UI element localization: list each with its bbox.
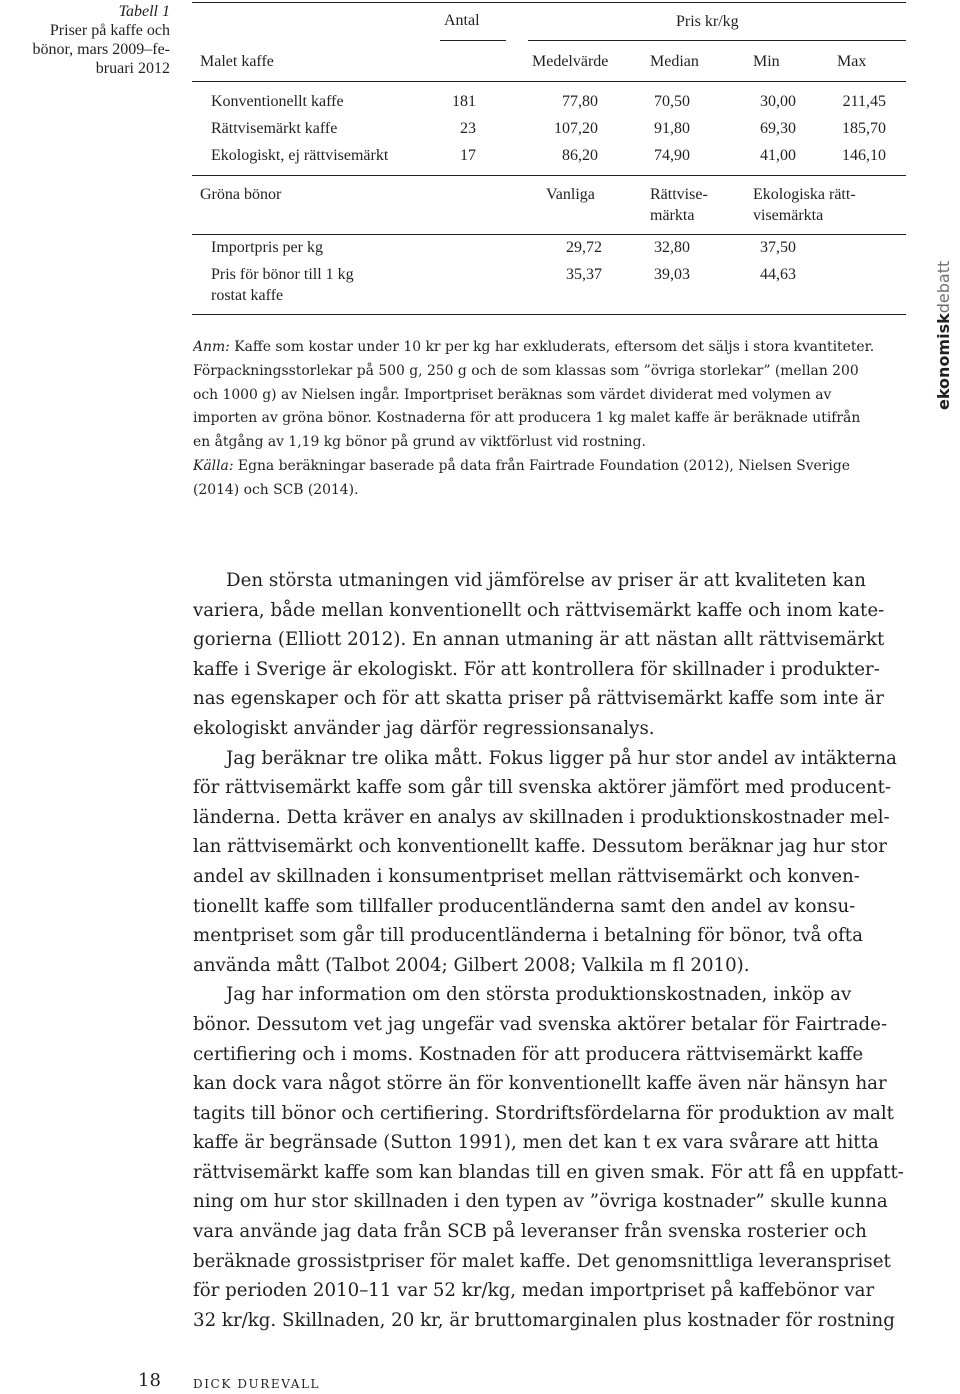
body-line: andel av skillnaden i konsumentpriset mellan rättvisemärkt och konven-	[193, 865, 860, 887]
table-caption-line: Priser på kaffe och	[49, 22, 170, 39]
cell-eko: 44,63	[760, 266, 796, 283]
table-number: Tabell 1	[118, 3, 170, 20]
note-line: Förpackningsstorlekar på 500 g, 250 g och de som klassas som ”övriga storlekar” (mellan 200	[193, 362, 859, 379]
cell-medel: 86,20	[562, 147, 598, 164]
row-label: Importpris per kg	[211, 239, 323, 256]
cell-median: 91,80	[654, 120, 690, 137]
source-line	[193, 455, 908, 479]
note-text: Kaffe som kostar under 10 kr per kg har exkluderats, eftersom det säljs i stora kvantiteter.	[229, 339, 875, 355]
col-header-median: Median	[650, 53, 699, 70]
header-pris: Pris kr/kg	[676, 13, 739, 30]
table-top-rule	[192, 2, 906, 3]
table-bottom-rule	[192, 314, 906, 315]
body-line: kaffe i Sverige är ekologiskt. För att kontrollera för skillnader i produkter-	[193, 658, 880, 680]
note-line: en åtgång av 1,19 kg bönor på grund av viktförlust vid rostning.	[193, 434, 646, 451]
row-header-grona-bonor: Gröna bönor	[200, 186, 282, 203]
body-text	[193, 566, 908, 1335]
col-header-min: Min	[753, 53, 780, 70]
running-footer-author: DICK DUREVALL	[193, 1377, 321, 1391]
body-line: länderna. Detta kräver en analys av skillnaden i produktionskostnader mel-	[193, 806, 890, 828]
row-header-malet-kaffe: Malet kaffe	[200, 53, 274, 70]
table-section-rule	[192, 175, 906, 176]
col-header-max: Max	[837, 53, 867, 70]
cell-max: 211,45	[842, 93, 886, 110]
cell-antal: 181	[452, 93, 476, 110]
body-line: ekologiskt använder jag därför regressionsanalys.	[193, 717, 655, 739]
note-line: och 1000 g) av Nielsen ingår. Importpriset beräknas som värdet dividerat med volymen av	[193, 386, 832, 403]
page-number: 18	[138, 1370, 161, 1391]
body-line: rättvisemärkt kaffe som kan blandas till en given smak. För att få en uppfatt-	[193, 1161, 904, 1183]
brand-part-debatt: debatt	[934, 260, 953, 314]
cell-max: 185,70	[842, 120, 886, 137]
body-line: variera, både mellan konventionellt och rättvisemärkt kaffe och inom kate-	[193, 599, 885, 621]
body-line: kan dock vara något större än för konventionellt kaffe även när hänsyn har	[193, 1073, 887, 1095]
body-line: Jag beräknar tre olika mått. Fokus ligger på hur stor andel av intäkterna	[226, 747, 897, 769]
table-note	[193, 336, 908, 503]
cell-rattvise: 32,80	[654, 239, 690, 256]
cell-rattvise: 39,03	[654, 266, 690, 283]
cell-medel: 77,80	[562, 93, 598, 110]
cell-min: 41,00	[760, 147, 796, 164]
body-line: 32 kr/kg. Skillnaden, 20 kr, är bruttomarginalen plus kostnader för rostning	[193, 1309, 895, 1331]
body-line: för rättvisemärkt kaffe som går till svenska aktörer jämfört med producent-	[193, 777, 892, 799]
body-line: använda mått (Talbot 2004; Gilbert 2008; Valkila m fl 2010).	[193, 954, 750, 976]
body-line: vara använde jag data från SCB på leveranser från svenska rosterier och	[193, 1221, 867, 1243]
cell-min: 30,00	[760, 93, 796, 110]
cell-min: 69,30	[760, 120, 796, 137]
cell-antal: 17	[460, 147, 476, 164]
body-line: för perioden 2010–11 var 52 kr/kg, medan importpriset på kaffebönor var	[193, 1280, 875, 1302]
col-header-vanliga: Vanliga	[546, 186, 595, 203]
row-label: Konventionellt kaffe	[211, 93, 344, 110]
source-line: (2014) och SCB (2014).	[193, 481, 359, 498]
col-header-ekologiska: Ekologiska rätt-	[753, 186, 856, 203]
header-antal: Antal	[444, 12, 480, 29]
row-label: Pris för bönor till 1 kg	[211, 266, 354, 283]
note-line: importen av gröna bönor. Kostnaderna för att producera 1 kg malet kaffe är beräknade utifrån	[193, 410, 861, 427]
table-subheader-rule	[192, 234, 906, 235]
body-line: Den största utmaningen vid jämförelse av priser är att kvaliteten kan	[226, 570, 866, 591]
col-header-medelvarde: Medelvärde	[532, 53, 609, 70]
source-label: Källa:	[193, 457, 234, 474]
body-line: bönor. Dessutom vet jag ungefär vad svenska aktörer betalar för Fairtrade-	[193, 1013, 888, 1035]
body-line: mentpriset som går till producentländerna i betalning för bönor, två ofta	[193, 925, 863, 947]
body-line: Jag har information om den största produktionskostnaden, inköp av	[226, 984, 852, 1006]
table-caption-line: bönor, mars 2009–fe-	[32, 41, 170, 58]
brand-part-ekonomisk: ekonomisk	[934, 313, 953, 410]
row-label: Ekologiskt, ej rättvisemärkt	[211, 147, 389, 164]
note-anm-label: Anm:	[193, 339, 230, 355]
table-caption	[0, 2, 170, 78]
note-line	[193, 336, 908, 360]
body-line: certifiering och i moms. Kostnaden för att producera rättvisemärkt kaffe	[193, 1043, 864, 1065]
row-label: Rättvisemärkt kaffe	[211, 120, 338, 137]
body-line: kaffe är begränsade (Sutton 1991), men det kan t ex vara svårare att hitta	[193, 1132, 879, 1154]
body-line: ning om hur stor skillnaden i den typen av ”övriga kostnader” skulle kunna	[193, 1191, 888, 1213]
cell-eko: 37,50	[760, 239, 796, 256]
cell-median: 74,90	[654, 147, 690, 164]
body-line: gorierna (Elliott 2012). En annan utmaning är att nästan allt rättvisemärkt	[193, 629, 885, 651]
antal-header-rule	[440, 40, 506, 41]
source-text: Egna beräkningar baserade på data från Fairtrade Foundation (2012), Nielsen Sverige	[233, 457, 850, 474]
cell-antal: 23	[460, 120, 476, 137]
body-line: beräknade grossistpriser för malet kaffe. Det genomsnittliga leveranspriset	[193, 1250, 891, 1272]
table-caption-line: bruari 2012	[95, 60, 170, 77]
cell-medel: 107,20	[554, 120, 598, 137]
cell-max: 146,10	[842, 147, 886, 164]
cell-vanliga: 35,37	[566, 266, 602, 283]
pris-header-rule	[528, 40, 906, 41]
cell-median: 70,50	[654, 93, 690, 110]
col-header-rattvisemarkta: Rättvise-	[650, 186, 708, 203]
cell-vanliga: 29,72	[566, 239, 602, 256]
col-header-rattvisemarkta-line2: märkta	[650, 207, 695, 224]
table-header-rule	[192, 81, 906, 82]
body-line: nas egenskaper och för att skatta priser på rättvisemärkt kaffe som inte är	[193, 688, 884, 710]
journal-brand	[934, 250, 954, 410]
row-label-line2: rostat kaffe	[211, 287, 284, 304]
body-line: tagits till bönor och certifiering. Stordriftsfördelarna för produktion av malt	[193, 1102, 894, 1124]
col-header-ekologiska-line2: visemärkta	[753, 207, 824, 224]
body-line: tionellt kaffe som tillfaller producentländerna samt den andel av konsu-	[193, 895, 856, 917]
body-line: lan rättvisemärkt och konventionellt kaffe. Dessutom beräknar jag hur stor	[193, 836, 887, 858]
